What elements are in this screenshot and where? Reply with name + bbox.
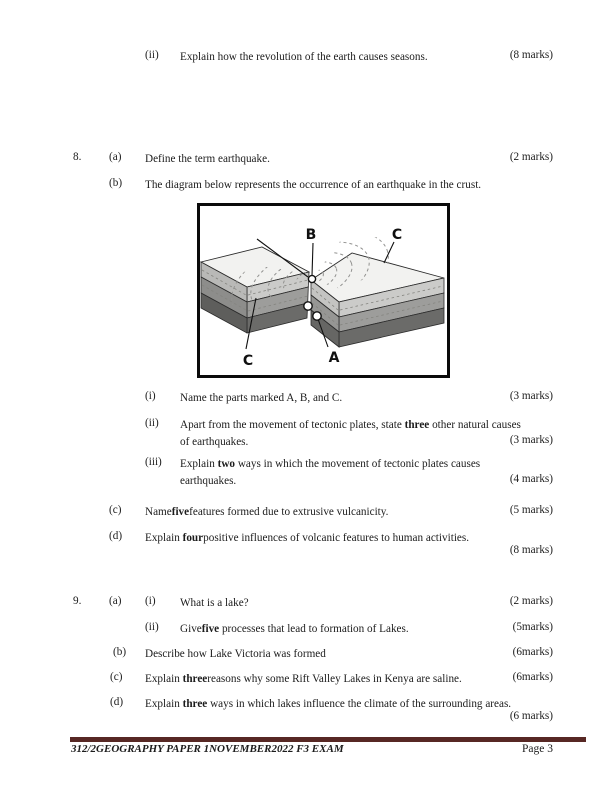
- earthquake-diagram: [197, 203, 450, 378]
- question-label: 8.: [73, 151, 82, 163]
- marks-label: (2 marks): [509, 151, 553, 163]
- question-label: (i): [145, 390, 156, 402]
- question-label: (ii): [145, 49, 159, 61]
- question-label: (b): [113, 646, 127, 658]
- diagram-label-c-bottom: C: [242, 353, 254, 369]
- marks-label: (6marks): [512, 646, 553, 658]
- question-label: (c): [110, 671, 123, 683]
- question-label: (d): [110, 696, 124, 708]
- question-text: Apart from the movement of tectonic plates, state three other natural causes of earthquakes.: [180, 419, 521, 448]
- question-text: What is a lake?: [180, 597, 249, 609]
- marks-label: (5marks): [512, 621, 553, 633]
- footer-rule-bar: [70, 737, 586, 742]
- leader-c-top: [384, 242, 394, 263]
- marks-label: (5 marks): [509, 504, 553, 516]
- question-text: Explain fourpositive influences of volcanic features to human activities.: [145, 532, 470, 544]
- fault-block-figure: [200, 206, 447, 375]
- question-label: (iii): [145, 456, 162, 468]
- marks-label: (4 marks): [509, 473, 553, 485]
- epicentre-circle: [308, 275, 315, 282]
- question-label: (c): [109, 504, 122, 516]
- focus-circle: [313, 312, 321, 320]
- question-text: Name the parts marked A, B, and C.: [180, 392, 343, 404]
- diagram-label-a: A: [328, 350, 340, 366]
- question-label: (d): [109, 530, 123, 542]
- question-label: (b): [109, 177, 123, 189]
- question-text: Explain three ways in which lakes influence the climate of the surrounding areas.: [145, 698, 512, 710]
- question-text: Describe how Lake Victoria was formed: [145, 648, 326, 660]
- question-text: Define the term earthquake.: [145, 153, 270, 165]
- diagram-label-b: B: [305, 227, 317, 243]
- diagram-label-c-top: C: [391, 227, 403, 243]
- question-label: (ii): [145, 621, 159, 633]
- question-label: (ii): [145, 417, 159, 429]
- question-label: (a): [109, 151, 122, 163]
- marks-label: (8 marks): [509, 544, 553, 556]
- marks-label: (3 marks): [509, 390, 553, 402]
- leader-b: [312, 243, 313, 276]
- question-text: Explain threereasons why some Rift Valley Lakes in Kenya are saline.: [145, 673, 462, 685]
- footer-document-id: 312/2GEOGRAPHY PAPER 1NOVEMBER2022 F3 EXAM: [71, 743, 344, 755]
- marks-label: (8 marks): [509, 49, 553, 61]
- marks-label: (6 marks): [509, 710, 553, 722]
- question-label: 9.: [73, 595, 82, 607]
- question-text: Explain how the revolution of the earth causes seasons.: [180, 51, 428, 63]
- question-label: (i): [145, 595, 156, 607]
- question-label: (a): [109, 595, 122, 607]
- question-text: The diagram below represents the occurrence of an earthquake in the crust.: [145, 179, 482, 191]
- question-text: Givefive processes that lead to formation of Lakes.: [180, 623, 409, 635]
- focus-circle: [304, 302, 312, 310]
- question-text: Explain two ways in which the movement of tectonic plates causes earthquakes.: [180, 458, 481, 487]
- marks-label: (3 marks): [509, 434, 553, 446]
- fault-block-left: [201, 247, 309, 333]
- marks-label: (6marks): [512, 671, 553, 683]
- page-number: Page 3: [522, 743, 553, 755]
- fault-block-right: [311, 253, 444, 347]
- marks-label: (2 marks): [509, 595, 553, 607]
- question-text: Namefivefeatures formed due to extrusive vulcanicity.: [145, 506, 389, 518]
